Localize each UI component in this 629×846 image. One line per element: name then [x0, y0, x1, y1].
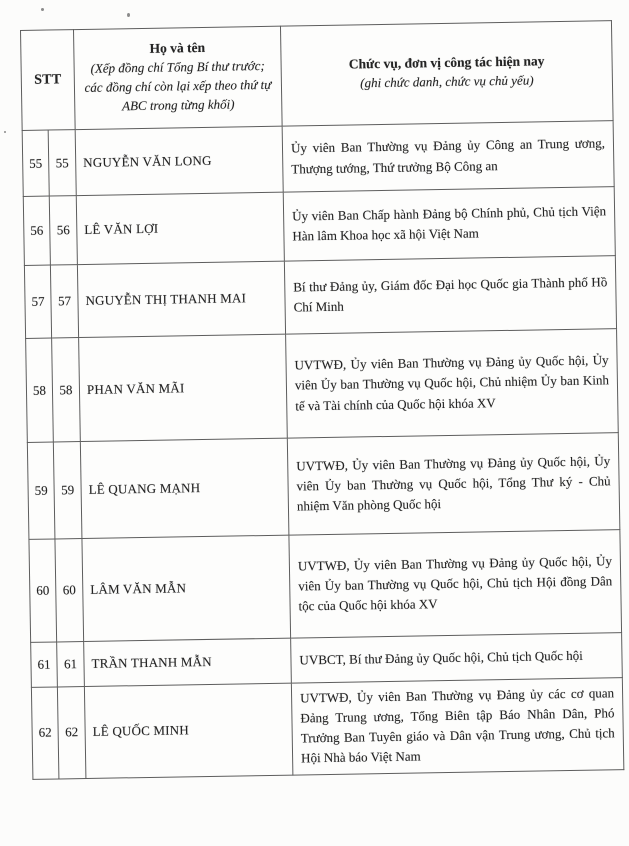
stt-cell-duplicate: 59: [53, 442, 82, 539]
table-row: [27, 433, 620, 540]
name-cell: NGUYỄN THỊ THANH MAI: [77, 261, 285, 337]
position-cell: Ủy viên Ban Chấp hành Đảng bộ Chính phủ, Chủ tịch Viện Hàn lâm Khoa học xã hội Việt Nam: [283, 187, 615, 261]
name-cell: PHAN VĂN MÃI: [79, 334, 288, 441]
stt-cell-duplicate: 55: [48, 130, 76, 196]
header-position-note: (ghi chức danh, chức vụ chủ yếu): [360, 72, 534, 91]
scan-speck: [41, 8, 44, 11]
table-row: [26, 329, 619, 443]
stt-cell-duplicate: 60: [55, 539, 84, 642]
personnel-table-wrapper: [20, 20, 624, 779]
header-name: [74, 26, 283, 129]
stt-cell-duplicate: 58: [52, 338, 81, 442]
name-cell: LÊ QUỐC MINH: [84, 683, 292, 778]
stt-cell-duplicate: 56: [49, 196, 77, 265]
table-row: [31, 678, 623, 779]
personnel-table: [20, 20, 624, 779]
position-cell: UVTWĐ, Ủy viên Ban Thường vụ Đảng ủy Quốc hội, Ủy viên Ủy ban Thường vụ Quốc hội, Chủ tịch Hội đồng Dân tộc của Quốc hội khóa XV: [289, 530, 622, 638]
stt-cell: 61: [31, 642, 58, 687]
scan-speck: [4, 131, 6, 133]
table-row: [29, 530, 622, 643]
stt-cell-duplicate: 61: [57, 642, 85, 687]
position-cell: UVTWĐ, Ủy viên Ban Thường vụ Đảng ủy Quốc hội, Ủy viên Ủy ban Thường vụ Quốc hội, Tổng Thư ký - Chủ nhiệm Văn phòng Quốc hội: [287, 433, 620, 535]
header-name-note: (Xếp đồng chí Tổng Bí thư trước; các đồng chí còn lại xếp theo thứ tự ABC trong từng khối): [84, 58, 272, 114]
stt-cell: 62: [31, 687, 59, 779]
stt-cell-duplicate: 62: [57, 687, 86, 779]
position-cell: Bí thư Đảng ủy, Giám đốc Đại học Quốc gia Thành phố Hồ Chí Minh: [284, 256, 616, 334]
position-cell: Ủy viên Ban Thường vụ Đảng ủy Công an Trung ương, Thượng tướng, Thứ trưởng Bộ Công an: [282, 121, 614, 192]
table-header-row: [21, 21, 614, 131]
stt-cell-duplicate: 57: [50, 265, 78, 338]
name-cell: LÊ QUANG MẠNH: [80, 438, 289, 538]
name-cell: LÂM VĂN MẪN: [82, 535, 291, 641]
position-cell: UVTWĐ, Ủy viên Ban Thường vụ Đảng ủy Quốc hội, Ủy viên Ủy ban Thường vụ Quốc hội, Chủ nhiệm Ủy ban Kinh tế và Tài chính của Quốc hội khóa XV: [286, 329, 619, 438]
name-cell: LÊ VĂN LỢI: [76, 192, 284, 264]
stt-cell: 57: [24, 265, 51, 338]
position-cell: UVTWĐ, Ủy viên Ban Thường vụ Đảng ủy các cơ quan Đảng Trung ương, Tổng Biên tập Báo Nhân Dân, Phó Trưởng Ban Tuyên giáo và Dân vận Trung ương, Chủ tịch Hội Nhà báo Việt Nam: [291, 678, 623, 775]
stt-cell: 59: [27, 442, 55, 539]
table-row: [22, 121, 614, 197]
name-cell: TRẦN THANH MẪN: [84, 638, 292, 686]
name-cell: NGUYỄN VĂN LONG: [75, 126, 283, 195]
header-position-title: Chức vụ, đơn vị công tác hiện nay: [348, 53, 545, 72]
header-name-title: Họ và tên: [149, 40, 206, 57]
position-cell: UVBCT, Bí thư Đảng ủy Quốc hội, Chủ tịch Quốc hội: [291, 633, 623, 683]
table-row: [24, 256, 616, 339]
stt-cell: 60: [29, 539, 57, 642]
stt-cell: 56: [23, 196, 50, 265]
stt-cell: 58: [26, 338, 54, 442]
stt-cell: 55: [22, 130, 49, 196]
header-position: [280, 21, 613, 126]
table-row: [23, 187, 615, 266]
scan-speck: [127, 13, 130, 17]
header-stt: STT: [21, 30, 76, 131]
